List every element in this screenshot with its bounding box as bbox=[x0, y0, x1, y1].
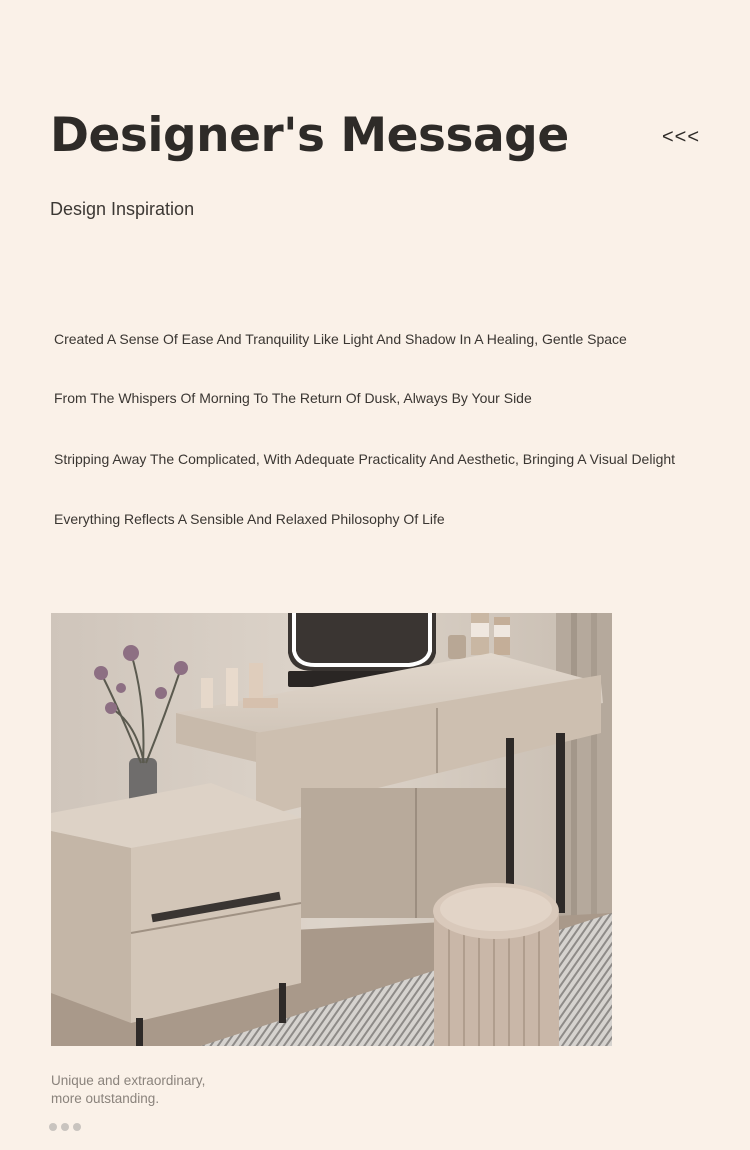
page-title: Designer's Message bbox=[50, 108, 569, 163]
inspiration-line-3: Stripping Away The Complicated, With Adequate Practicality And Aesthetic, Bringing A Visual Delight bbox=[54, 451, 676, 467]
photo-caption bbox=[51, 1072, 205, 1108]
pager-dot-icon[interactable] bbox=[61, 1123, 69, 1131]
section-subtitle: Design Inspiration bbox=[50, 199, 195, 219]
inspiration-line-4: Everything Reflects A Sensible And Relaxed Philosophy Of Life bbox=[54, 511, 445, 527]
inspiration-line-2: From The Whispers Of Morning To The Return Of Dusk, Always By Your Side bbox=[54, 390, 532, 406]
pager-dots bbox=[49, 1123, 81, 1131]
caption-line-1: Unique and extraordinary, bbox=[51, 1073, 206, 1088]
pager-dot-icon[interactable] bbox=[73, 1123, 81, 1131]
back-arrows-icon[interactable]: <<< bbox=[661, 126, 700, 148]
vanity-dresser-photo bbox=[51, 613, 612, 1046]
caption-line-2: more outstanding. bbox=[51, 1091, 160, 1106]
pager-dot-icon[interactable] bbox=[49, 1123, 57, 1131]
inspiration-line-1: Created A Sense Of Ease And Tranquility Like Light And Shadow In A Healing, Gentle Space bbox=[54, 331, 627, 347]
